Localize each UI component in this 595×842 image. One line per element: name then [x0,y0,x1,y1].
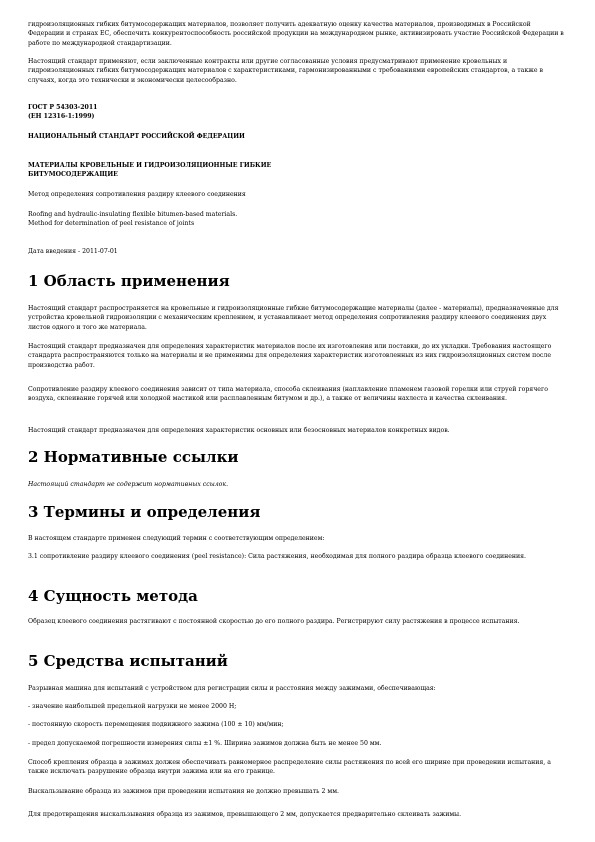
section-3-paragraph-1: В настоящем стандарте применен следующий термин с соответствующим определением: [28,535,325,542]
section-4-heading: 4 Сущность метода [28,587,198,605]
section-5-list-item-3: - предел допускаемой погрешности измерения силы ±1 %. Ширина зажимов должна быть не менее 50 мм. [28,740,382,747]
standard-title-line-2: БИТУМОСОДЕРЖАЩИЕ [28,171,118,178]
section-5-paragraph-2: Способ крепления образца в зажимах должен обеспечивать равномерное распределение силы растяжения по всей его ширине при проведении испытания, а также исключать разрушение образца внутри зажима или на его границе. [28,759,551,776]
section-5-heading: 5 Средства испытаний [28,652,228,670]
section-1-heading: 1 Область применения [28,272,230,290]
section-4-paragraph-1: Образец клеевого соединения растягивают с постоянной скоростью до его полного раздира. Регистрируют силу растяжения в процессе испытания. [28,618,520,625]
section-5-paragraph-1: Разрывная машина для испытаний с устройством для регистрации силы и расстояния между зажимами, обеспечивающая: [28,685,436,692]
title-en-line-2: Method for determination of peel resistance of joints [28,220,195,227]
section-1-paragraph-1: Настоящий стандарт распространяется на кровельные и гидроизоляционные гибкие битумосодержащие материалы (далее - материалы), предназначенные для устройства кровельной гидроизоляции с механическим креплением, и устанавливает метод определения сопротивления раздиру клеевого соединения двух листов одного и того же материала. [28,305,559,331]
standard-code: ГОСТ Р 54303-2011 [28,104,98,111]
standard-title-line-1: МАТЕРИАЛЫ КРОВЕЛЬНЫЕ И ГИДРОИЗОЛЯЦИОННЫЕ ГИБКИЕ [28,162,272,169]
section-2-heading: 2 Нормативные ссылки [28,448,239,466]
section-1-paragraph-3: Сопротивление раздиру клеевого соединения зависит от типа материала, способа склеивания (наплавление пламенем газовой горелки или струей горячего воздуха, склеивание горячей или холодной мастикой или расплавленным битумом и др.), а также от величины нахлеста и качества склеивания. [28,386,548,403]
method-title-ru: Метод определения сопротивления раздиру клеевого соединения [28,191,246,198]
intro-paragraph-2: Настоящий стандарт применяют, если заключенные контракты или другие согласованные условия предусматривают применение кровельных и гидроизоляционных гибких битумосодержащих материалов с характеристиками, гармонизированными с требованиями европейских стандартов, а также в случаях, когда это технически и экономически целесообразно. [28,58,543,84]
title-en-line-1: Roofing and hydraulic-insulating flexible bitumen-based materials. [28,211,238,218]
section-5-paragraph-3: Выскальзывание образца из зажимов при проведении испытания не должно превышать 2 мм. [28,788,339,795]
section-5-list-item-2: - постоянную скорость перемещения подвижного зажима (100 ± 10) мм/мин; [28,721,284,728]
intro-paragraph-1: гидроизоляционных гибких битумосодержащих материалов, позволяет получить адекватную оценку качества материалов, производимых в Российской Федерации и странах ЕС, обеспечить конкурентоспособность российской продукции на международном рынке, активизировать участие Российской Федерации в работе по международной стандартизации. [28,21,564,47]
section-1-paragraph-4: Настоящий стандарт предназначен для определения характеристик основных или безосновных материалов конкретных видов. [28,427,450,434]
section-2-paragraph-1: Настоящий стандарт не содержит нормативных ссылок. [28,481,229,488]
section-5-paragraph-4: Для предотвращения выскальзывания образца из зажимов, превышающего 2 мм, допускается предварительно склеивать зажимы. [28,811,462,818]
section-3-heading: 3 Термины и определения [28,503,261,521]
section-5-list-item-1: - значение наибольшей предельной нагрузки не менее 2000 Н; [28,703,237,710]
section-3-paragraph-2: 3.1 сопротивление раздиру клеевого соединения (peel resistance): Сила растяжения, необходимая для полного раздира образца клеевого соединения. [28,553,527,560]
introduction-date: Дата введения - 2011-07-01 [28,248,118,255]
section-1-paragraph-2: Настоящий стандарт предназначен для определения характеристик материалов после их изготовления или поставки, до их укладки. Требования настоящего стандарта распространяются только на материалы и не применимы для определения характеристик изготовленных из них гидроизоляционных систем после производства работ. [28,343,552,369]
standard-code-en: (ЕН 12316-1:1999) [28,113,95,120]
national-standard-label: НАЦИОНАЛЬНЫЙ СТАНДАРТ РОССИЙСКОЙ ФЕДЕРАЦИИ [28,133,245,140]
